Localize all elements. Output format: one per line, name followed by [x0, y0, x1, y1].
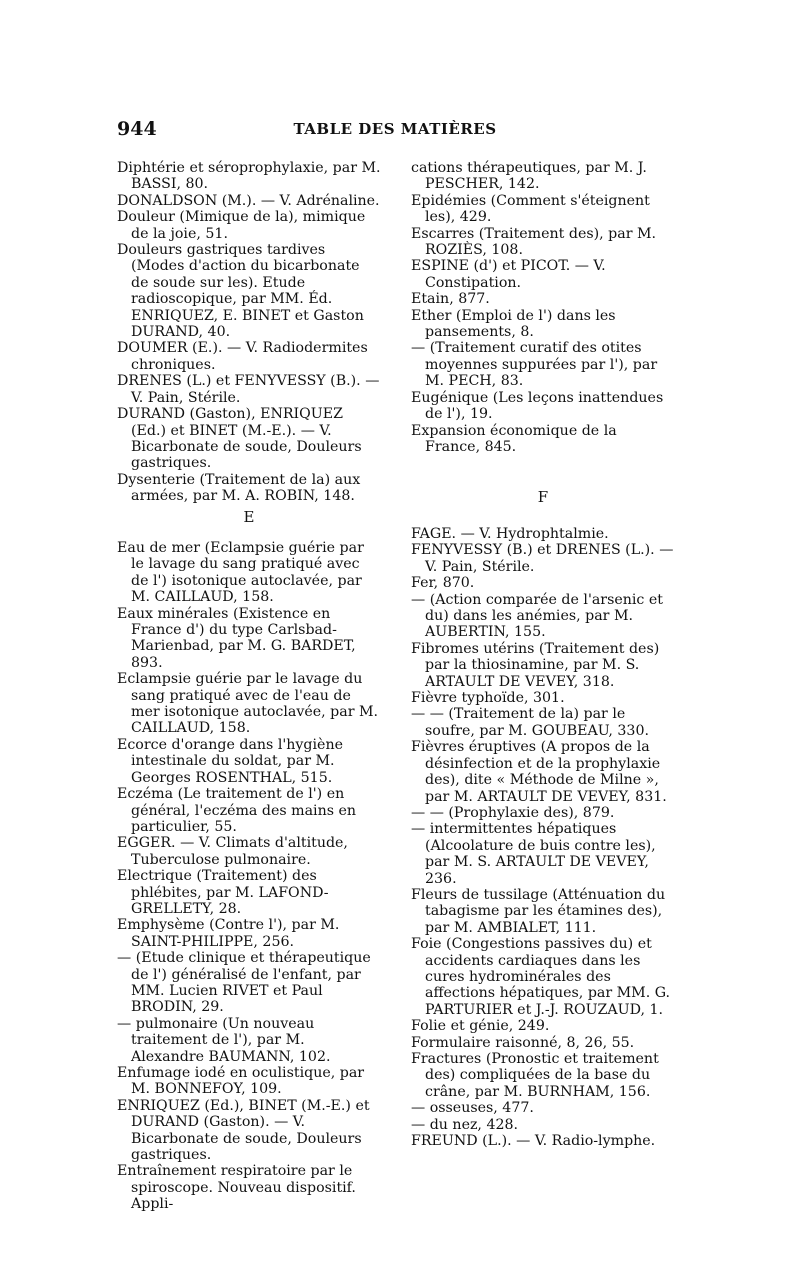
index-entry: Electrique (Traitement) des phlébites, par M. LAFOND-GRELLETY, 28. [117, 868, 329, 917]
index-entry: Douleur (Mimique de la), mimique de la joie, 51. [117, 209, 366, 242]
index-entry: EGGER. — V. Climats d'altitude, Tuberculose pulmonaire. [117, 835, 348, 868]
index-entry: — du nez, 428. [411, 1116, 519, 1133]
index-entry: Eczéma (Le traitement de l') en général, l'eczéma des mains en particulier, 55. [117, 786, 357, 835]
index-entry: cations thérapeutiques, par M. J. PESCHER, 142. [411, 160, 647, 193]
index-entry: — — (Prophylaxie des), 879. [411, 804, 615, 821]
index-entry: — pulmonaire (Un nouveau traitement de l'), par M. Alexandre BAUMANN, 102. [117, 1015, 331, 1065]
index-entry: — — (Traitement de la) par le soufre, par M. GOUBEAU, 330. [411, 706, 649, 739]
index-entry: — osseuses, 477. [411, 1100, 534, 1117]
index-entry: DRENES (L.) et FENYVESSY (B.). — V. Pain, Stérile. [117, 373, 380, 406]
index-entry: Entraînement respiratoire par le spiroscope. Nouveau dispositif. Appli- [117, 1163, 356, 1213]
index-entry: Ether (Emploi de l') dans les pansements, 8. [411, 307, 616, 341]
index-entry: DURAND (Gaston), ENRIQUEZ (Ed.) et BINET (M.-E.). — V. Bicarbonate de soude, Douleurs gastriques. [117, 406, 362, 472]
index-entry: Emphysème (Contre l'), par M. SAINT-PHILIPPE, 256. [117, 917, 340, 950]
index-entry: Fièvres éruptives (A propos de la désinfection et de la prophylaxie des), dite « Méthode de Milne », par M. ARTAULT DE VEVEY, 831. [411, 739, 667, 805]
index-entry: Foie (Congestions passives du) et accidents cardiaques dans les cures hydrominérales des affections hépatiques, par MM. G. PARTURIER et J.-J. ROUZAUD, 1. [411, 936, 671, 1018]
index-section-f [411, 526, 675, 1149]
section-letter-e: E [243, 508, 255, 526]
index-section-e [117, 540, 381, 1213]
index-entry: Folie et génie, 249. [411, 1018, 550, 1035]
index-entry: Fibromes utérins (Traitement des) par la thiosinamine, par M. S. ARTAULT DE VEVEY, 318. [411, 640, 660, 690]
index-entry: Eclampsie guérie par le lavage du sang pratiqué avec de l'eau de mer isotonique autoclavée, par M. CAILLAUD, 158. [117, 671, 379, 737]
index-entry: FREUND (L.). — V. Radio-lymphe. [411, 1133, 656, 1150]
index-entry: Epidémies (Comment s'éteignent les), 429. [411, 192, 650, 226]
index-entry: Eugénique (Les leçons inattendues de l'), 19. [411, 389, 664, 423]
index-entry: Fer, 870. [411, 575, 475, 592]
index-entry: Expansion économique de la France, 845. [411, 422, 617, 455]
index-entry: Fièvre typhoïde, 301. [411, 690, 565, 707]
index-section-e-continued [411, 160, 675, 455]
index-entry: ESPINE (d') et PICOT. — V. Constipation. [411, 258, 606, 291]
running-title: TABLE DES MATIÈRES [293, 120, 497, 138]
index-entry: Douleurs gastriques tardives (Modes d'action du bicarbonate de soude sur les). Etude radioscopique, par MM. Éd. ENRIQUEZ, E. BINET et Gaston DURAND, 40. [117, 242, 364, 341]
index-entry: Eaux minérales (Existence en France d') du type Carlsbad-Marienbad, par M. G. BARDET, 893. [117, 605, 356, 671]
index-entry: Escarres (Traitement des), par M. ROZIÈS, 108. [411, 225, 657, 259]
page-header [117, 118, 673, 142]
index-entry: Eau de mer (Eclampsie guérie par le lavage du sang pratiqué avec de l') isotonique autoclavée, par M. CAILLAUD, 158. [117, 540, 364, 606]
index-entry: FENYVESSY (B.) et DRENES (L.). — V. Pain, Stérile. [411, 542, 674, 575]
index-entry: Etain, 877. [411, 291, 490, 308]
index-entry: ENRIQUEZ (Ed.), BINET (M.-E.) et DURAND (Gaston). — V. Bicarbonate de soude, Douleurs gastriques. [117, 1097, 370, 1164]
index-entry: — (Etude clinique et thérapeutique de l') généralisé de l'enfant, par MM. Lucien RIVET et Paul BRODIN, 29. [117, 950, 371, 1016]
section-letter-f: F [537, 488, 549, 506]
index-section-d-continued [117, 160, 381, 505]
page-number: 944 [117, 118, 157, 140]
index-entry: Dysenterie (Traitement de la) aux armées, par M. A. ROBIN, 148. [117, 471, 361, 505]
index-entry: Fractures (Pronostic et traitement des) compliquées de la base du crâne, par M. BURNHAM, 156. [411, 1051, 659, 1100]
index-entry: Ecorce d'orange dans l'hygiène intestinale du soldat, par M. Georges ROSENTHAL, 515. [117, 736, 343, 786]
index-entry: Formulaire raisonné, 8, 26, 55. [411, 1034, 635, 1051]
index-entry: DONALDSON (M.). — V. Adrénaline. [117, 192, 380, 209]
index-entry: — intermittentes hépatiques (Alcoolature de buis contre les), par M. S. ARTAULT DE VEVEY, 236. [411, 821, 656, 887]
index-entry: — (Action comparée de l'arsenic et du) dans les anémies, par M. AUBERTIN, 155. [411, 591, 663, 641]
index-entry: — (Traitement curatif des otites moyennes suppurées par l'), par M. PECH, 83. [411, 340, 658, 390]
index-entry: FAGE. — V. Hydrophtalmie. [411, 526, 609, 542]
index-entry: DOUMER (E.). — V. Radiodermites chroniques. [117, 340, 368, 373]
index-entry: Diphtérie et séroprophylaxie, par M. BASSI, 80. [117, 160, 381, 193]
index-entry: Enfumage iodé en oculistique, par M. BONNEFOY, 109. [117, 1065, 365, 1098]
index-entry: Fleurs de tussilage (Atténuation du tabagisme par les étamines des), par M. AMBIALET, 111. [411, 886, 666, 936]
